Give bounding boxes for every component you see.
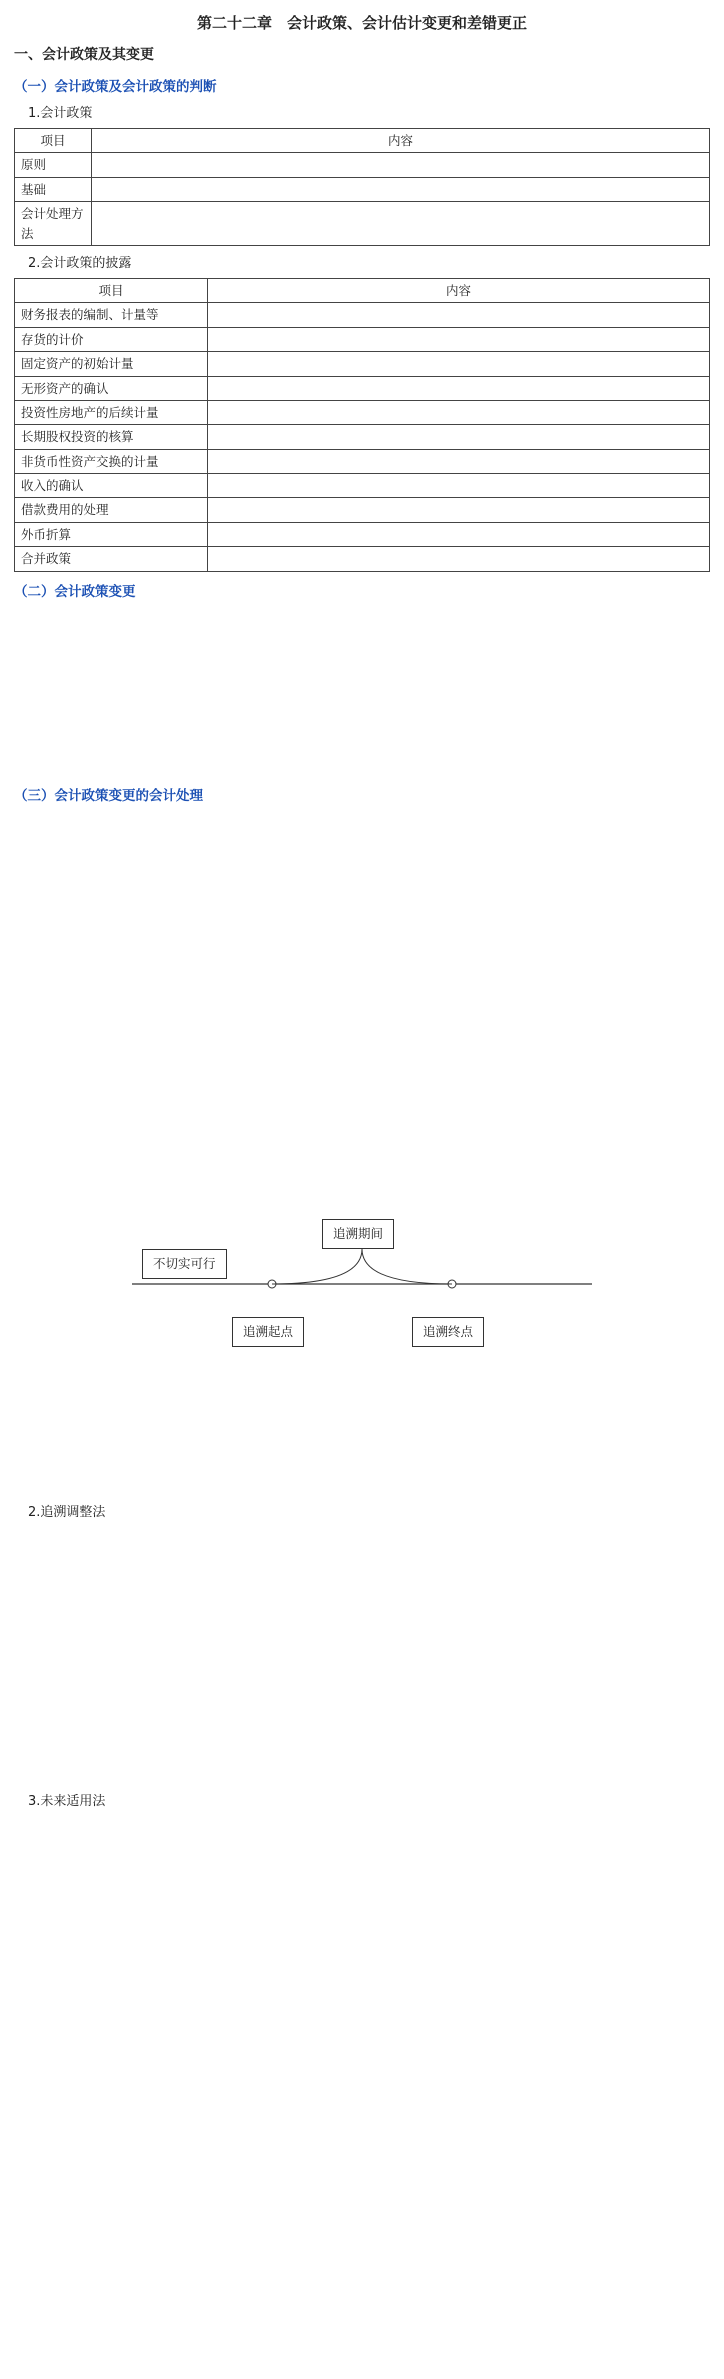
row-label: 外币折算 (15, 522, 208, 546)
disclosure-table (14, 278, 710, 572)
row-content (208, 327, 710, 351)
table-header: 项目 (15, 129, 92, 153)
row-content (92, 202, 710, 246)
subsection-heading: （三）会计政策变更的会计处理 (14, 788, 203, 805)
table-row (15, 352, 710, 376)
table-row (15, 303, 710, 327)
row-content (208, 376, 710, 400)
table-row (15, 522, 710, 546)
table-row (15, 202, 710, 246)
body-text-region (14, 1377, 710, 1497)
row-content (208, 303, 710, 327)
row-content (208, 474, 710, 498)
subsection-heading: （二）会计政策变更 (14, 583, 136, 600)
table-row (15, 400, 710, 424)
section-heading: 一、会计政策及其变更 (14, 47, 154, 64)
table-row (15, 376, 710, 400)
row-label: 无形资产的确认 (15, 376, 208, 400)
item-heading: 2.追溯调整法 (28, 1505, 106, 1521)
row-label: 原则 (15, 153, 92, 177)
row-label: 非货币性资产交换的计量 (15, 449, 208, 473)
row-label: 财务报表的编制、计量等 (15, 303, 208, 327)
body-text-region (14, 606, 710, 776)
item-heading: 2.会计政策的披露 (28, 255, 132, 271)
row-label: 固定资产的初始计量 (15, 352, 208, 376)
table-row (15, 449, 710, 473)
row-content (208, 352, 710, 376)
row-label: 投资性房地产的后续计量 (15, 400, 208, 424)
table-header: 内容 (208, 279, 710, 303)
row-content (208, 449, 710, 473)
body-text-region (14, 811, 710, 1191)
table-row (15, 498, 710, 522)
row-content (92, 177, 710, 201)
box-retro-period: 追溯期间 (322, 1219, 394, 1248)
table-row (15, 474, 710, 498)
table-row (15, 153, 710, 177)
row-label: 存货的计价 (15, 327, 208, 351)
item-heading: 3.未来适用法 (28, 1793, 106, 1809)
row-content (92, 153, 710, 177)
policy-table (14, 128, 710, 246)
item-heading: 1.会计政策 (28, 105, 93, 121)
row-content (208, 498, 710, 522)
table-row (15, 177, 710, 201)
table-header: 内容 (92, 129, 710, 153)
table-row (15, 327, 710, 351)
row-content (208, 522, 710, 546)
row-label: 合并政策 (15, 547, 208, 571)
box-retro-end: 追溯终点 (412, 1317, 484, 1346)
retrospective-diagram (122, 1209, 602, 1359)
table-row (15, 547, 710, 571)
box-impracticable: 不切实可行 (142, 1249, 227, 1278)
row-content (208, 425, 710, 449)
row-label: 长期股权投资的核算 (15, 425, 208, 449)
row-label: 收入的确认 (15, 474, 208, 498)
box-retro-start: 追溯起点 (232, 1317, 304, 1346)
row-label: 会计处理方法 (15, 202, 92, 246)
row-label: 基础 (15, 177, 92, 201)
body-text-region (14, 1526, 710, 1786)
table-row (15, 425, 710, 449)
row-content (208, 547, 710, 571)
subsection-heading: （一）会计政策及会计政策的判断 (14, 78, 217, 95)
row-content (208, 400, 710, 424)
row-label: 借款费用的处理 (15, 498, 208, 522)
table-header: 项目 (15, 279, 208, 303)
chapter-title: 第二十二章 会计政策、会计估计变更和差错更正 (196, 14, 527, 32)
